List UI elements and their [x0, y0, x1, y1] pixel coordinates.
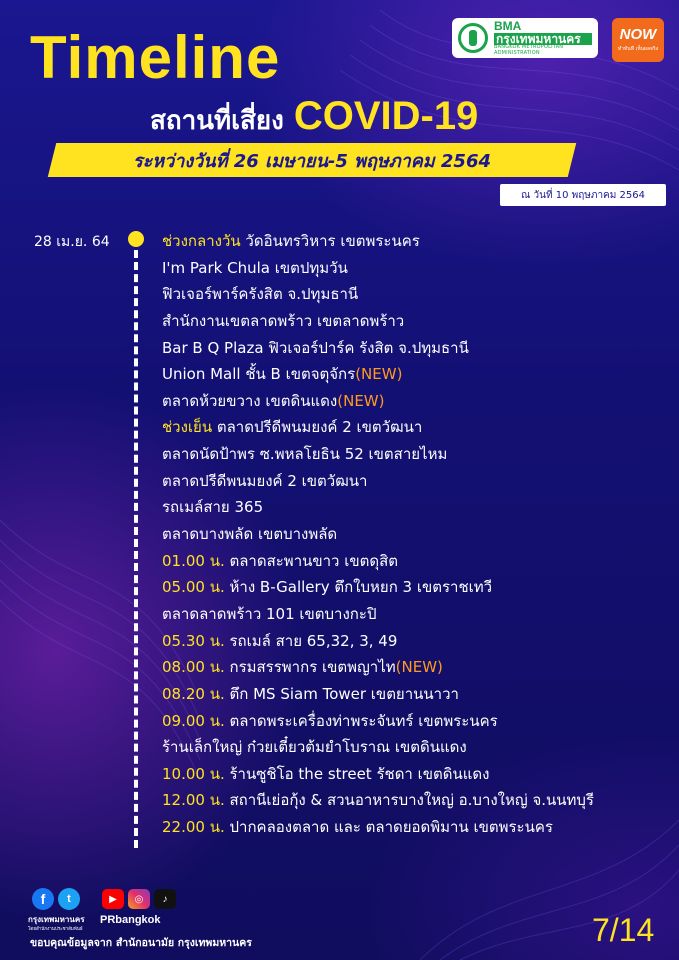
- timeline-entry: [162, 308, 662, 335]
- entry-location: ตลาดสะพานขาว เขตดุสิต: [224, 551, 399, 570]
- entry-location: กรมสรรพากร เขตพญาไท: [224, 658, 396, 677]
- pr-account-name: PRbangkok: [100, 914, 161, 926]
- timeline-entry: [162, 708, 662, 735]
- now-logo: [612, 18, 664, 62]
- entry-time-label: 09.00 น.: [162, 711, 225, 730]
- timeline-entry: [162, 761, 662, 788]
- bma-logo-name: กรุงเทพมหานคร: [494, 33, 592, 46]
- entry-location: สำนักงานเขตลาดพร้าว เขตลาดพร้าว: [162, 311, 405, 330]
- subtitle-covid: COVID-19: [293, 94, 479, 138]
- entry-location: ตลาดห้วยขวาง เขตดินแดง: [162, 391, 338, 410]
- entry-time-label: 08.20 น.: [162, 684, 225, 703]
- bma-logo: [452, 18, 598, 58]
- entry-location: ฟิวเจอร์พาร์ครังสิต จ.ปทุมธานี: [162, 285, 359, 304]
- timeline-entry: [162, 601, 662, 628]
- timeline-dot-icon: [128, 231, 144, 247]
- twitter-icon: t: [58, 888, 80, 910]
- timeline-entry: [162, 414, 662, 441]
- timeline-entry: [162, 441, 662, 468]
- data-credit: ขอบคุณข้อมูลจาก สำนักอนามัย กรุงเทพมหานคร: [30, 937, 252, 949]
- timeline-entry: [162, 494, 662, 521]
- instagram-icon: ◎: [128, 889, 150, 909]
- timeline-line: [134, 250, 138, 848]
- entry-location: ห้าง B-Gallery ตึกใบหยก 3 เขตราชเทวี: [224, 578, 493, 597]
- entry-location: รถเมล์สาย 365: [162, 498, 264, 517]
- social-account-subtext: โดยสำนักงานประชาสัมพันธ์: [28, 927, 83, 932]
- entry-location: วัดอินทรวิหาร เขตพระนคร: [240, 232, 420, 250]
- entry-time-label: 22.00 น.: [162, 818, 225, 837]
- entry-time-label: 05.00 น.: [162, 578, 225, 597]
- now-logo-word: NOW: [619, 26, 657, 43]
- timeline-entry: [162, 521, 662, 548]
- facebook-icon: f: [32, 888, 54, 910]
- entry-location: ตลาดลาดพร้าว 101 เขตบางกะปิ: [162, 604, 377, 623]
- entry-location: ตลาดพระเครื่องท่าพระจันทร์ เขตพระนคร: [224, 711, 498, 730]
- entry-location: สถานีเย่อกุ้ง & สวนอาหารบางใหญ่ อ.บางใหญ่ จ.นนทบุรี: [224, 791, 594, 810]
- timeline-entry: [162, 281, 662, 308]
- page-title: Timeline: [30, 24, 281, 91]
- timeline-entry: [162, 255, 662, 282]
- timeline-entry: [162, 468, 662, 495]
- timeline-entries: [162, 228, 662, 841]
- entry-location: Union Mall ชั้น B เขตจตุจักร: [162, 365, 356, 384]
- entry-location: ร้านซูชิโอ the street รัชดา เขตดินแดง: [224, 764, 490, 783]
- timeline-entry: [162, 654, 662, 681]
- entry-location: Bar B Q Plaza ฟิวเจอร์ปาร์ค รังสิต จ.ปทุมธานี: [162, 338, 469, 357]
- entry-new-badge: (NEW): [337, 391, 385, 410]
- entry-location: ตึก MS Siam Tower เขตยานนาวา: [224, 684, 459, 703]
- entry-location: ตลาดนัดป้าพร ซ.พหลโยธิน 52 เขตสายไหม: [162, 445, 448, 464]
- timeline-entry: [162, 361, 662, 388]
- social-account-name: กรุงเทพมหานคร: [28, 915, 85, 924]
- bma-seal-icon: [458, 23, 488, 53]
- timeline-entry: [162, 628, 662, 655]
- youtube-icon: ▶: [102, 889, 124, 909]
- page-subtitle: [150, 94, 478, 138]
- entry-location: ตลาดปรีดีพนมยงค์ 2 เขตวัฒนา: [162, 471, 368, 490]
- timeline-entry: [162, 335, 662, 362]
- timeline-entry: [162, 681, 662, 708]
- entry-location: I'm Park Chula เขตปทุมวัน: [162, 258, 348, 277]
- subtitle-thai: สถานที่เสี่ยง: [150, 106, 284, 136]
- entry-time-label: 05.30 น.: [162, 631, 225, 650]
- entry-new-badge: (NEW): [355, 365, 403, 384]
- entry-new-badge: (NEW): [395, 658, 443, 677]
- timeline-entry: [162, 548, 662, 575]
- entry-time-label: 01.00 น.: [162, 551, 225, 570]
- timeline-entry: [162, 734, 662, 761]
- entry-location: ตลาดบางพลัด เขตบางพลัด: [162, 525, 338, 544]
- now-logo-tagline: ทำทันที เห็นผลจริง: [617, 46, 659, 52]
- bma-logo-code: BMA: [494, 19, 522, 34]
- as-of-date: ณ วันที่ 10 พฤษภาคม 2564: [500, 184, 666, 206]
- entry-time-label: 12.00 น.: [162, 791, 225, 810]
- timeline-entry: [162, 574, 662, 601]
- entry-time-label: ช่วงเย็น: [162, 418, 213, 437]
- timeline-date: 28 เม.ย. 64: [34, 234, 110, 250]
- timeline-entry: [162, 228, 662, 255]
- entry-location: ปากคลองตลาด และ ตลาดยอดพิมาน เขตพระนคร: [224, 818, 553, 837]
- entry-time-label: ช่วงกลางวัน: [162, 232, 241, 250]
- timeline-entry: [162, 787, 662, 814]
- entry-location: ตลาดปรีดีพนมยงค์ 2 เขตวัฒนา: [212, 418, 423, 437]
- timeline-entry: [162, 814, 662, 841]
- page-number: 7/14: [592, 912, 655, 948]
- bma-logo-subtext: BANGKOK METROPOLITAN ADMINISTRATION: [494, 44, 564, 56]
- entry-time-label: 08.00 น.: [162, 658, 225, 677]
- entry-time-label: 10.00 น.: [162, 764, 225, 783]
- timeline-entry: [162, 388, 662, 415]
- entry-location: ร้านเล็กใหญ่ ก๋วยเตี๋ยวต้มยำโบราณ เขตดินแดง: [162, 738, 467, 757]
- tiktok-icon: ♪: [154, 889, 176, 909]
- date-range-text: ระหว่างวันที่ 26 เมษายน-5 พฤษภาคม 2564: [132, 150, 492, 172]
- entry-location: รถเมล์ สาย 65,32, 3, 49: [224, 631, 398, 650]
